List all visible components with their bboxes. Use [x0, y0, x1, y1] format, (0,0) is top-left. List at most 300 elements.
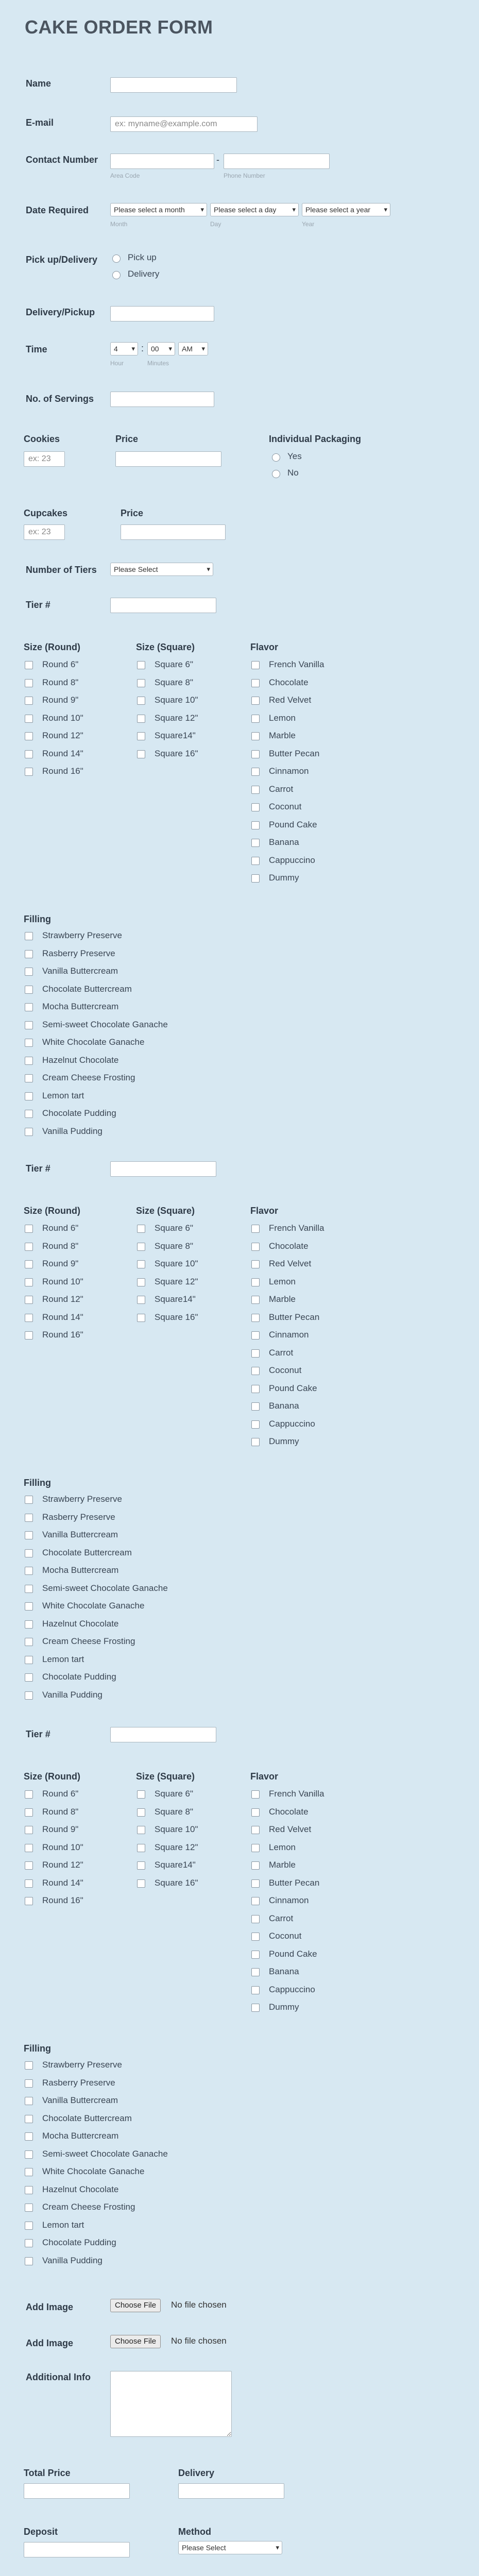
tier-3-filling-checkbox[interactable] [25, 2257, 33, 2265]
tier-3-size-square-option: Square 10" [155, 1824, 198, 1834]
tier-2-flavor-checkbox[interactable] [251, 1420, 260, 1429]
tier-1-flavor-checkbox[interactable] [251, 839, 260, 847]
tier-1-size-round-option: Round 9" [42, 695, 79, 705]
tier-3-filling-checkbox[interactable] [25, 2097, 33, 2105]
cupcakes-price-input[interactable] [121, 524, 226, 540]
individual-packaging-label: Individual Packaging [269, 434, 362, 444]
tier-1-filling-checkbox[interactable] [25, 1021, 33, 1029]
tier-2-filling-option: Lemon tart [42, 1654, 84, 1664]
tier-2-flavor-checkbox[interactable] [251, 1278, 260, 1286]
form-title: CAKE ORDER FORM [25, 16, 213, 38]
tier-2-flavor-checkbox[interactable] [251, 1296, 260, 1304]
tier-1-size-round-checkbox[interactable] [25, 679, 33, 687]
tier-3-input[interactable] [110, 1727, 216, 1742]
tier-2-size-square-option: Square 16" [155, 1312, 198, 1322]
tier-2-size-round-checkbox[interactable] [25, 1243, 33, 1251]
tier-1-flavor-option: Butter Pecan [269, 749, 320, 758]
tier-1-size-square-checkbox[interactable] [137, 697, 145, 705]
tier-1-flavor-checkbox[interactable] [251, 821, 260, 829]
tier-3-size-round-option: Round 6" [42, 1789, 79, 1799]
tier-3-size-round-option: Round 16" [42, 1895, 83, 1905]
pickup-radio[interactable] [112, 255, 121, 263]
tier-1-filling-option: Strawberry Preserve [42, 930, 122, 940]
tier-2-filling-option: Chocolate Buttercream [42, 1548, 132, 1557]
time-ampm-select[interactable]: AM ▾ [178, 342, 208, 355]
tier-1-flavor-checkbox[interactable] [251, 732, 260, 740]
tier-2-size-square-option: Square14" [155, 1294, 196, 1304]
tier-1-size-round-option: Round 8" [42, 677, 79, 687]
tier-3-filling-option: Vanilla Buttercream [42, 2095, 118, 2105]
tier-3-filling-option: Chocolate Buttercream [42, 2113, 132, 2123]
tier-3-size-round-option: Round 8" [42, 1807, 79, 1817]
tier-2-flavor-checkbox[interactable] [251, 1438, 260, 1446]
tier-1-size-square-checkbox[interactable] [137, 732, 145, 740]
tier-1-flavor-option: French Vanilla [269, 659, 324, 669]
tier-1-size-round-checkbox[interactable] [25, 750, 33, 758]
tier-2-size-square-option: Square 6" [155, 1223, 194, 1233]
tier-1-flavor-option: Coconut [269, 802, 302, 811]
tier-1-filling-option: Vanilla Buttercream [42, 966, 118, 976]
tier-2-flavor-checkbox[interactable] [251, 1331, 260, 1340]
time-hour-sublabel: Hour [110, 360, 124, 367]
tier-3-size-round-checkbox[interactable] [25, 1790, 33, 1799]
tier-2-flavor-checkbox[interactable] [251, 1314, 260, 1322]
tier-1-filling-checkbox[interactable] [25, 1092, 33, 1100]
tier-3-size-square-checkbox[interactable] [137, 1844, 145, 1852]
add-image-1-label: Add Image [26, 2302, 74, 2312]
tier-1-flavor-checkbox[interactable] [251, 715, 260, 723]
tier-1-flavor-checkbox[interactable] [251, 750, 260, 758]
tier-3-size-round-checkbox[interactable] [25, 1826, 33, 1834]
tier-1-size-square-checkbox[interactable] [137, 715, 145, 723]
tier-1-filling-checkbox[interactable] [25, 1110, 33, 1118]
tier-1-flavor-option: Banana [269, 837, 299, 847]
tier-2-filling-checkbox[interactable] [25, 1620, 33, 1629]
tier-2-filling-checkbox[interactable] [25, 1673, 33, 1682]
tier-2-flavor-option: Banana [269, 1401, 299, 1411]
delivery-radio[interactable] [112, 271, 121, 279]
contact-separator: - [216, 155, 219, 165]
tier-2-filling-checkbox[interactable] [25, 1496, 33, 1504]
packaging-yes-label: Yes [287, 451, 302, 461]
tier-1-filling-header: Filling [24, 914, 51, 924]
deposit-method-label: Method [178, 2527, 211, 2537]
deposit-input[interactable] [24, 2542, 130, 2557]
tier-2-filling-checkbox[interactable] [25, 1638, 33, 1646]
cookies-price-input[interactable] [115, 451, 221, 467]
tier-1-filling-option: Rasberry Preserve [42, 948, 115, 958]
tier-3-flavor-option: Coconut [269, 1931, 302, 1941]
tier-1-flavor-checkbox[interactable] [251, 857, 260, 865]
cookies-quantity-input[interactable] [24, 451, 65, 467]
tier-3-label: Tier # [26, 1729, 50, 1739]
tier-3-flavor-option: Dummy [269, 2002, 299, 2012]
tier-2-filling-option: Cream Cheese Frosting [42, 1636, 135, 1646]
tier-1-size-square-option: Square 12" [155, 713, 198, 723]
tier-2-filling-option: White Chocolate Ganache [42, 1601, 145, 1611]
tier-2-size-round-checkbox[interactable] [25, 1331, 33, 1340]
tier-3-filling-option: Hazelnut Chocolate [42, 2184, 119, 2194]
tier-3-flavor-checkbox[interactable] [251, 1968, 260, 1976]
tier-3-filling-checkbox[interactable] [25, 2204, 33, 2212]
phone-number-sublabel: Phone Number [224, 172, 265, 179]
tier-1-filling-option: Chocolate Buttercream [42, 984, 132, 994]
tier-1-flavor-checkbox[interactable] [251, 697, 260, 705]
tier-2-flavor-option: French Vanilla [269, 1223, 324, 1233]
tier-2-filling-option: Chocolate Pudding [42, 1672, 116, 1682]
delivery-pickup-label: Delivery/Pickup [26, 307, 95, 317]
time-separator: : [141, 343, 144, 353]
tier-3-filling-checkbox[interactable] [25, 2061, 33, 2070]
tier-1-filling-checkbox[interactable] [25, 932, 33, 940]
tier-3-size-round-option: Round 10" [42, 1842, 83, 1852]
tier-2-size-square-option: Square 12" [155, 1277, 198, 1286]
tier-2-size-round-checkbox[interactable] [25, 1314, 33, 1322]
tier-3-flavor-option: Cappuccino [269, 1985, 315, 1994]
tier-1-flavor-option: Cappuccino [269, 855, 315, 865]
add-image-1-file-status: No file chosen [171, 2300, 227, 2310]
tier-3-filling-checkbox[interactable] [25, 2168, 33, 2176]
tier-3-flavor-option: Carrot [269, 1913, 294, 1923]
delivery-fee-label: Delivery [178, 2468, 215, 2478]
total-price-label: Total Price [24, 2468, 71, 2478]
tier-2-size-round-option: Round 12" [42, 1294, 83, 1304]
cookies-label: Cookies [24, 434, 60, 444]
tier-3-filling-option: Mocha Buttercream [42, 2131, 119, 2141]
tier-1-flavor-option: Pound Cake [269, 820, 317, 829]
tier-1-size-round-checkbox[interactable] [25, 732, 33, 740]
tier-3-flavor-option: Marble [269, 1860, 296, 1870]
tier-3-flavor-checkbox[interactable] [251, 1951, 260, 1959]
tier-3-flavor-checkbox[interactable] [251, 1861, 260, 1870]
tier-3-size-round-option: Round 12" [42, 1860, 83, 1870]
tier-1-flavor-checkbox[interactable] [251, 679, 260, 687]
tier-1-filling-option: Hazelnut Chocolate [42, 1055, 119, 1065]
tier-1-size-round-option: Round 14" [42, 749, 83, 758]
tier-1-flavor-checkbox[interactable] [251, 874, 260, 883]
tier-2-size-round-option: Round 16" [42, 1330, 83, 1340]
tier-2-filling-checkbox[interactable] [25, 1656, 33, 1664]
tier-1-size-square-checkbox[interactable] [137, 679, 145, 687]
tier-2-flavor-checkbox[interactable] [251, 1349, 260, 1358]
tier-3-filling-option: Lemon tart [42, 2220, 84, 2230]
tier-1-flavor-option: Marble [269, 731, 296, 740]
tier-1-filling-checkbox[interactable] [25, 1039, 33, 1047]
tier-1-size-square-option: Square 8" [155, 677, 194, 687]
tier-1-size-round-checkbox[interactable] [25, 697, 33, 705]
tier-1-filling-checkbox[interactable] [25, 1128, 33, 1136]
tier-2-size-square-header: Size (Square) [136, 1206, 195, 1216]
packaging-no-radio[interactable] [272, 470, 280, 478]
tier-3-flavor-option: Red Velvet [269, 1824, 312, 1834]
tier-3-filling-checkbox[interactable] [25, 2115, 33, 2123]
tier-1-flavor-checkbox[interactable] [251, 661, 260, 669]
tier-3-size-square-option: Square 6" [155, 1789, 194, 1799]
tier-2-size-square-checkbox[interactable] [137, 1243, 145, 1251]
tier-3-size-square-option: Square14" [155, 1860, 196, 1870]
add-image-2-choose-file-button[interactable]: Choose File [110, 2335, 161, 2348]
tier-3-flavor-option: Chocolate [269, 1807, 309, 1817]
tier-3-flavor-option: French Vanilla [269, 1789, 324, 1799]
tier-1-size-square-option: Square 16" [155, 749, 198, 758]
tier-3-flavor-header: Flavor [250, 1771, 279, 1782]
tier-2-flavor-header: Flavor [250, 1206, 279, 1216]
tier-2-size-round-header: Size (Round) [24, 1206, 80, 1216]
add-image-1-choose-file-button[interactable]: Choose File [110, 2299, 161, 2312]
tier-1-filling-option: Lemon tart [42, 1091, 84, 1100]
tier-1-filling-checkbox[interactable] [25, 986, 33, 994]
tier-1-label: Tier # [26, 600, 50, 610]
tier-3-size-square-checkbox[interactable] [137, 1808, 145, 1817]
time-hour-select[interactable]: 4 ▾ [110, 342, 138, 355]
tier-2-flavor-checkbox[interactable] [251, 1385, 260, 1393]
tier-1-filling-option: Vanilla Pudding [42, 1126, 102, 1136]
tier-1-filling-option: Mocha Buttercream [42, 1002, 119, 1011]
tier-1-size-round-header: Size (Round) [24, 642, 80, 652]
tier-3-filling-option: Semi-sweet Chocolate Ganache [42, 2149, 168, 2159]
packaging-yes-radio[interactable] [272, 453, 280, 462]
cupcakes-quantity-input[interactable] [24, 524, 65, 540]
tier-3-filling-checkbox[interactable] [25, 2132, 33, 2141]
tier-1-filling-checkbox[interactable] [25, 950, 33, 958]
tier-3-filling-option: Rasberry Preserve [42, 2078, 115, 2088]
tier-2-filling-option: Strawberry Preserve [42, 1494, 122, 1504]
tier-3-filling-checkbox[interactable] [25, 2079, 33, 2088]
tier-3-flavor-checkbox[interactable] [251, 1844, 260, 1852]
phone-number-input[interactable] [224, 154, 330, 169]
deposit-method-select[interactable]: Please Select ▾ [178, 2541, 282, 2554]
tier-3-flavor-checkbox[interactable] [251, 1915, 260, 1923]
tier-1-size-round-option: Round 10" [42, 713, 83, 723]
name-label: Name [26, 78, 52, 89]
tier-3-flavor-option: Pound Cake [269, 1949, 317, 1959]
number-of-tiers-label: Number of Tiers [26, 565, 97, 575]
tier-3-size-square-checkbox[interactable] [137, 1826, 145, 1834]
tier-1-size-round-checkbox[interactable] [25, 715, 33, 723]
tier-1-size-square-option: Square 6" [155, 659, 194, 669]
tier-2-flavor-option: Marble [269, 1294, 296, 1304]
tier-2-flavor-option: Cinnamon [269, 1330, 309, 1340]
tier-1-size-round-option: Round 12" [42, 731, 83, 740]
pickup-delivery-label: Pick up/Delivery [26, 255, 98, 265]
add-image-2-file-status: No file chosen [171, 2336, 227, 2346]
tier-3-filling-header: Filling [24, 2043, 51, 2054]
tier-3-flavor-checkbox[interactable] [251, 1879, 260, 1888]
name-input[interactable] [110, 77, 237, 93]
tier-1-flavor-checkbox[interactable] [251, 803, 260, 811]
cupcakes-label: Cupcakes [24, 508, 68, 518]
cupcakes-price-label: Price [121, 508, 144, 518]
tier-2-flavor-option: Carrot [269, 1348, 294, 1358]
tier-2-size-round-option: Round 10" [42, 1277, 83, 1286]
tier-1-flavor-option: Chocolate [269, 677, 309, 687]
tier-3-flavor-option: Lemon [269, 1842, 296, 1852]
cookies-price-label: Price [115, 434, 139, 444]
tier-2-filling-checkbox[interactable] [25, 1567, 33, 1575]
tier-3-filling-checkbox[interactable] [25, 2239, 33, 2247]
tier-2-size-round-checkbox[interactable] [25, 1296, 33, 1304]
tier-1-size-square-header: Size (Square) [136, 642, 195, 652]
tier-2-flavor-option: Red Velvet [269, 1259, 312, 1268]
tier-3-filling-option: Chocolate Pudding [42, 2238, 116, 2247]
tier-3-size-round-checkbox[interactable] [25, 1861, 33, 1870]
tier-3-flavor-checkbox[interactable] [251, 1986, 260, 1994]
tier-2-flavor-checkbox[interactable] [251, 1243, 260, 1251]
tier-2-filling-header: Filling [24, 1478, 51, 1488]
date-required-month-sublabel: Month [110, 221, 128, 228]
tier-3-size-square-checkbox[interactable] [137, 1861, 145, 1870]
tier-1-size-square-checkbox[interactable] [137, 661, 145, 669]
tier-2-size-round-checkbox[interactable] [25, 1225, 33, 1233]
tier-3-size-square-header: Size (Square) [136, 1771, 195, 1782]
time-minutes-select[interactable]: 00 ▾ [147, 342, 175, 355]
tier-3-flavor-checkbox[interactable] [251, 1897, 260, 1905]
packaging-no-label: No [287, 468, 299, 478]
date-required-label: Date Required [26, 205, 89, 215]
tier-3-size-round-checkbox[interactable] [25, 1897, 33, 1905]
tier-2-size-square-checkbox[interactable] [137, 1278, 145, 1286]
tier-3-size-round-checkbox[interactable] [25, 1844, 33, 1852]
tier-2-size-square-option: Square 8" [155, 1241, 194, 1251]
tier-2-filling-option: Vanilla Pudding [42, 1690, 102, 1700]
tier-2-flavor-checkbox[interactable] [251, 1260, 260, 1268]
tier-3-filling-checkbox[interactable] [25, 2186, 33, 2194]
tier-1-size-square-checkbox[interactable] [137, 750, 145, 758]
tier-1-flavor-option: Carrot [269, 784, 294, 794]
tier-1-filling-option: White Chocolate Ganache [42, 1037, 145, 1047]
tier-2-filling-option: Vanilla Buttercream [42, 1530, 118, 1539]
tier-2-size-square-checkbox[interactable] [137, 1314, 145, 1322]
tier-1-filling-checkbox[interactable] [25, 968, 33, 976]
deposit-label: Deposit [24, 2527, 58, 2537]
additional-info-textarea[interactable] [110, 2371, 232, 2437]
total-price-input[interactable] [24, 2483, 130, 2499]
tier-1-size-square-option: Square14" [155, 731, 196, 740]
tier-1-size-round-option: Round 16" [42, 766, 83, 776]
date-required-year-sublabel: Year [302, 221, 315, 228]
delivery-pickup-input[interactable] [110, 306, 214, 321]
tier-3-filling-option: Vanilla Pudding [42, 2256, 102, 2265]
tier-3-size-round-option: Round 9" [42, 1824, 79, 1834]
tier-3-size-square-option: Square 12" [155, 1842, 198, 1852]
tier-2-flavor-option: Coconut [269, 1365, 302, 1375]
tier-3-filling-checkbox[interactable] [25, 2222, 33, 2230]
tier-3-size-round-checkbox[interactable] [25, 1879, 33, 1888]
tier-1-flavor-option: Red Velvet [269, 695, 312, 705]
tier-2-flavor-checkbox[interactable] [251, 1402, 260, 1411]
tier-2-filling-checkbox[interactable] [25, 1549, 33, 1557]
tier-2-size-square-checkbox[interactable] [137, 1296, 145, 1304]
area-code-input[interactable] [110, 154, 214, 169]
tier-2-flavor-checkbox[interactable] [251, 1225, 260, 1233]
tier-2-filling-checkbox[interactable] [25, 1602, 33, 1611]
date-required-day-sublabel: Day [210, 221, 221, 228]
tier-3-size-round-header: Size (Round) [24, 1771, 80, 1782]
tier-3-flavor-checkbox[interactable] [251, 1933, 260, 1941]
tier-2-flavor-checkbox[interactable] [251, 1367, 260, 1375]
tier-2-filling-option: Hazelnut Chocolate [42, 1619, 119, 1629]
tier-1-flavor-option: Lemon [269, 713, 296, 723]
add-image-2-label: Add Image [26, 2338, 74, 2348]
tier-2-size-round-option: Round 8" [42, 1241, 79, 1251]
contact-label: Contact Number [26, 155, 98, 165]
tier-3-filling-checkbox[interactable] [25, 2150, 33, 2159]
tier-1-filling-checkbox[interactable] [25, 1074, 33, 1082]
tier-2-size-round-option: Round 9" [42, 1259, 79, 1268]
tier-2-filling-option: Rasberry Preserve [42, 1512, 115, 1522]
tier-3-size-square-checkbox[interactable] [137, 1879, 145, 1888]
tier-3-filling-option: Cream Cheese Frosting [42, 2202, 135, 2212]
tier-2-size-round-checkbox[interactable] [25, 1260, 33, 1268]
tier-3-size-square-option: Square 16" [155, 1878, 198, 1888]
tier-1-size-round-checkbox[interactable] [25, 661, 33, 669]
tier-1-filling-option: Semi-sweet Chocolate Ganache [42, 1020, 168, 1029]
tier-3-size-round-option: Round 14" [42, 1878, 83, 1888]
tier-3-flavor-option: Cinnamon [269, 1895, 309, 1905]
date-required-day-select[interactable]: Please select a day ▾ [210, 203, 299, 216]
pickup-option-label: Pick up [128, 252, 157, 262]
tier-3-flavor-checkbox[interactable] [251, 1808, 260, 1817]
tier-3-filling-option: Strawberry Preserve [42, 2060, 122, 2070]
tier-1-flavor-checkbox[interactable] [251, 768, 260, 776]
tier-3-flavor-option: Butter Pecan [269, 1878, 320, 1888]
tier-2-flavor-option: Butter Pecan [269, 1312, 320, 1322]
tier-1-filling-checkbox[interactable] [25, 1057, 33, 1065]
tier-3-flavor-option: Banana [269, 1967, 299, 1976]
delivery-fee-input[interactable] [178, 2483, 284, 2499]
tier-2-input[interactable] [110, 1161, 216, 1177]
tier-3-size-round-checkbox[interactable] [25, 1808, 33, 1817]
number-of-tiers-select[interactable]: Please Select ▾ [110, 563, 213, 576]
tier-2-size-round-checkbox[interactable] [25, 1278, 33, 1286]
servings-input[interactable] [110, 392, 214, 407]
tier-2-size-square-checkbox[interactable] [137, 1225, 145, 1233]
tier-1-filling-option: Chocolate Pudding [42, 1108, 116, 1118]
tier-1-size-round-checkbox[interactable] [25, 768, 33, 776]
tier-3-size-square-checkbox[interactable] [137, 1790, 145, 1799]
tier-2-filling-checkbox[interactable] [25, 1691, 33, 1700]
date-required-month-select[interactable]: Please select a month ▾ [110, 203, 207, 216]
tier-1-flavor-option: Dummy [269, 873, 299, 883]
delivery-option-label: Delivery [128, 269, 160, 279]
tier-1-filling-checkbox[interactable] [25, 1003, 33, 1011]
tier-2-filling-checkbox[interactable] [25, 1585, 33, 1593]
date-required-year-select[interactable]: Please select a year ▾ [302, 203, 390, 216]
tier-2-filling-checkbox[interactable] [25, 1531, 33, 1539]
tier-2-flavor-option: Dummy [269, 1436, 299, 1446]
tier-3-flavor-checkbox[interactable] [251, 2004, 260, 2012]
email-input[interactable] [110, 116, 258, 132]
tier-1-flavor-checkbox[interactable] [251, 786, 260, 794]
tier-1-input[interactable] [110, 598, 216, 613]
tier-2-flavor-option: Cappuccino [269, 1419, 315, 1429]
tier-2-flavor-option: Chocolate [269, 1241, 309, 1251]
tier-2-size-square-checkbox[interactable] [137, 1260, 145, 1268]
additional-info-label: Additional Info [26, 2372, 91, 2382]
tier-3-filling-option: White Chocolate Ganache [42, 2166, 145, 2176]
tier-1-size-round-option: Round 6" [42, 659, 79, 669]
servings-label: No. of Servings [26, 394, 94, 404]
area-code-sublabel: Area Code [110, 172, 140, 179]
tier-3-flavor-checkbox[interactable] [251, 1826, 260, 1834]
tier-1-filling-option: Cream Cheese Frosting [42, 1073, 135, 1082]
tier-2-filling-checkbox[interactable] [25, 1514, 33, 1522]
tier-2-label: Tier # [26, 1163, 50, 1174]
tier-2-size-round-option: Round 6" [42, 1223, 79, 1233]
tier-2-filling-option: Semi-sweet Chocolate Ganache [42, 1583, 168, 1593]
tier-2-filling-option: Mocha Buttercream [42, 1565, 119, 1575]
tier-3-flavor-checkbox[interactable] [251, 1790, 260, 1799]
